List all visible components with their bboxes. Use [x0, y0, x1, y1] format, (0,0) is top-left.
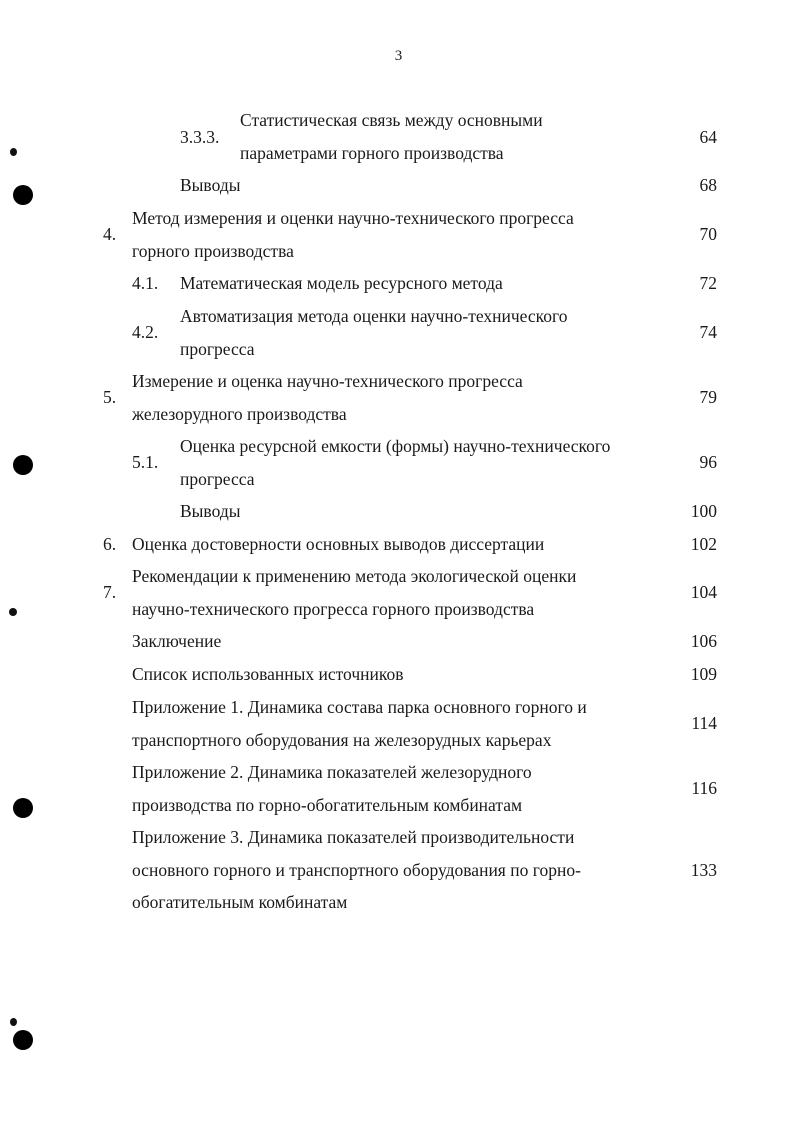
- toc-entry-text-line: Выводы: [180, 501, 241, 521]
- toc-entry-text-line: железорудного производства: [132, 404, 347, 424]
- scan-speck: [9, 608, 17, 616]
- toc-entry-number: 4.2.: [132, 322, 159, 342]
- toc-entry-page: 70: [699, 224, 717, 244]
- toc-entry-text-line: транспортного оборудования на железорудных карьерах: [132, 730, 552, 750]
- toc-entry-page: 64: [699, 127, 717, 147]
- toc-entry-number: 7.: [103, 582, 117, 602]
- toc-entry-text-line: Приложение 1. Динамика состава парка основного горного и: [132, 697, 587, 717]
- binder-hole: [13, 455, 33, 475]
- scan-speck: [10, 1018, 17, 1026]
- toc-entry-page: 72: [699, 273, 717, 293]
- binder-hole: [13, 1030, 33, 1050]
- toc-entry-text-line: производства по горно-обогатительным комбинатам: [132, 795, 523, 815]
- toc-entry-page: 102: [690, 534, 717, 554]
- toc-entry-page: 106: [690, 631, 717, 651]
- toc-entry-text-line: обогатительным комбинатам: [132, 892, 348, 912]
- toc-entry-text-line: Статистическая связь между основными: [240, 110, 543, 130]
- toc-entry-number: 4.: [103, 224, 117, 244]
- toc-entry-text-line: горного производства: [132, 241, 294, 261]
- toc-entry-text-line: Приложение 2. Динамика показателей железорудного: [132, 762, 532, 782]
- toc-entry-page: 133: [690, 860, 717, 880]
- toc-entry-text-line: Математическая модель ресурсного метода: [180, 273, 503, 293]
- toc-entry-number: 5.: [103, 387, 117, 407]
- toc-entry-text-line: прогресса: [180, 339, 255, 359]
- toc-entry-text-line: Рекомендации к применению метода экологической оценки: [132, 566, 577, 586]
- toc-entry-text-line: основного горного и транспортного оборудования по горно-: [132, 860, 581, 880]
- toc-entry-page: 116: [691, 778, 717, 798]
- toc-entry-page: 96: [699, 452, 717, 472]
- toc-entry-text-line: Заключение: [132, 631, 222, 651]
- toc-entry-page: 68: [699, 175, 717, 195]
- toc-entry-page: 74: [699, 322, 717, 342]
- toc-entry-text-line: Оценка ресурсной емкости (формы) научно-технического: [180, 436, 611, 456]
- toc-entry-text-line: Оценка достоверности основных выводов диссертации: [132, 534, 545, 554]
- toc-entry-page: 104: [690, 582, 717, 602]
- toc-entry-text-line: Автоматизация метода оценки научно-технического: [180, 306, 568, 326]
- page-number: 3: [394, 48, 403, 64]
- toc-entry-number: 4.1.: [132, 273, 159, 293]
- toc-entry-page: 109: [690, 664, 717, 684]
- toc-entry-text-line: Измерение и оценка научно-технического прогресса: [132, 371, 523, 391]
- toc-entry-text-line: Метод измерения и оценки научно-технического прогресса: [132, 208, 574, 228]
- toc-entry-page: 100: [690, 501, 717, 521]
- toc-entry-number: 6.: [103, 534, 117, 554]
- toc-entry-page: 114: [691, 713, 717, 733]
- scan-speck: [10, 148, 17, 156]
- toc-entry-text-line: прогресса: [180, 469, 255, 489]
- toc-entry-text-line: параметрами горного производства: [240, 143, 504, 163]
- toc-entry-text-line: научно-технического прогресса горного производства: [132, 599, 535, 619]
- toc-entry-number: 3.3.3.: [180, 127, 220, 147]
- binder-hole: [13, 798, 33, 818]
- toc-entry-text-line: Выводы: [180, 175, 241, 195]
- toc-entry-page: 79: [699, 387, 717, 407]
- binder-hole: [13, 185, 33, 205]
- toc-entry-number: 5.1.: [132, 452, 159, 472]
- toc-entry-text-line: Список использованных источников: [132, 664, 404, 684]
- toc-entry-text-line: Приложение 3. Динамика показателей производительности: [132, 827, 575, 847]
